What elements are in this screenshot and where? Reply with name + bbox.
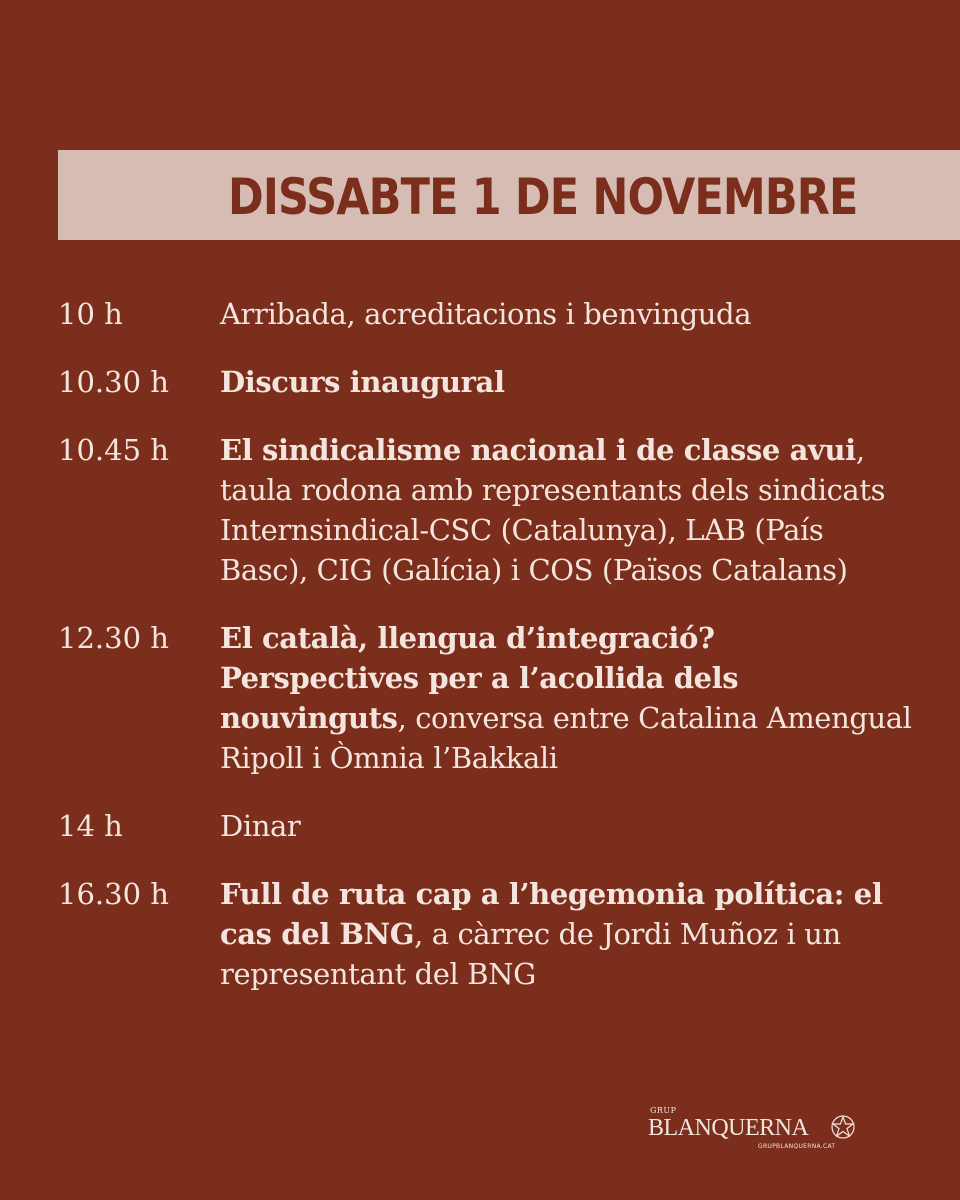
schedule-time: 10 h [58,297,123,331]
schedule-time: 12.30 h [58,621,169,655]
logo-grup-text: GRUP [650,1106,677,1115]
logo-name: BLANQUERNA [648,1115,809,1141]
schedule-item [58,362,918,402]
schedule-description [220,362,918,402]
blanquerna-logo [648,1106,888,1156]
schedule-detail: Dinar [220,809,301,843]
schedule-title: Discurs inaugural [220,365,505,399]
schedule-description [220,806,918,846]
schedule-title: El català, llengua d’integració? Perspectives per a l’acollida dels nouvinguts [220,621,739,735]
schedule-title: El sindicalisme nacional i de classe avui [220,433,856,467]
schedule-detail: , taula rodona amb representants dels sindicats Internsindical-CSC (Catalunya), LAB (País Basc), CIG (Galícia) i COS (Països Catalans) [220,433,886,587]
schedule-item [58,430,918,590]
schedule-title: Full de ruta cap a l’hegemonia política: el cas del BNG [220,877,883,951]
star-emblem-icon [830,1114,856,1140]
schedule-item [58,294,918,334]
schedule-description [220,874,918,994]
page-title: DISSABTE 1 DE NOVEMBRE [228,168,858,226]
logo-url: GRUPBLANQUERNA.CAT [758,1143,836,1150]
schedule-time: 10.30 h [58,365,169,399]
schedule-time: 14 h [58,809,123,843]
schedule-description [220,294,918,334]
schedule-item [58,806,918,846]
schedule-item [58,874,918,994]
schedule-time: 10.45 h [58,433,169,467]
schedule-time: 16.30 h [58,877,169,911]
schedule-item [58,618,918,778]
schedule-description [220,430,918,590]
schedule-description [220,618,918,778]
schedule-detail: , a càrrec de Jordi Muñoz i un representant del BNG [220,917,841,991]
schedule-detail: , conversa entre Catalina Amengual Ripoll i Òmnia l’Bakkali [220,701,912,775]
schedule-detail: Arribada, acreditacions i benvinguda [220,297,752,331]
schedule-list [58,294,918,1022]
